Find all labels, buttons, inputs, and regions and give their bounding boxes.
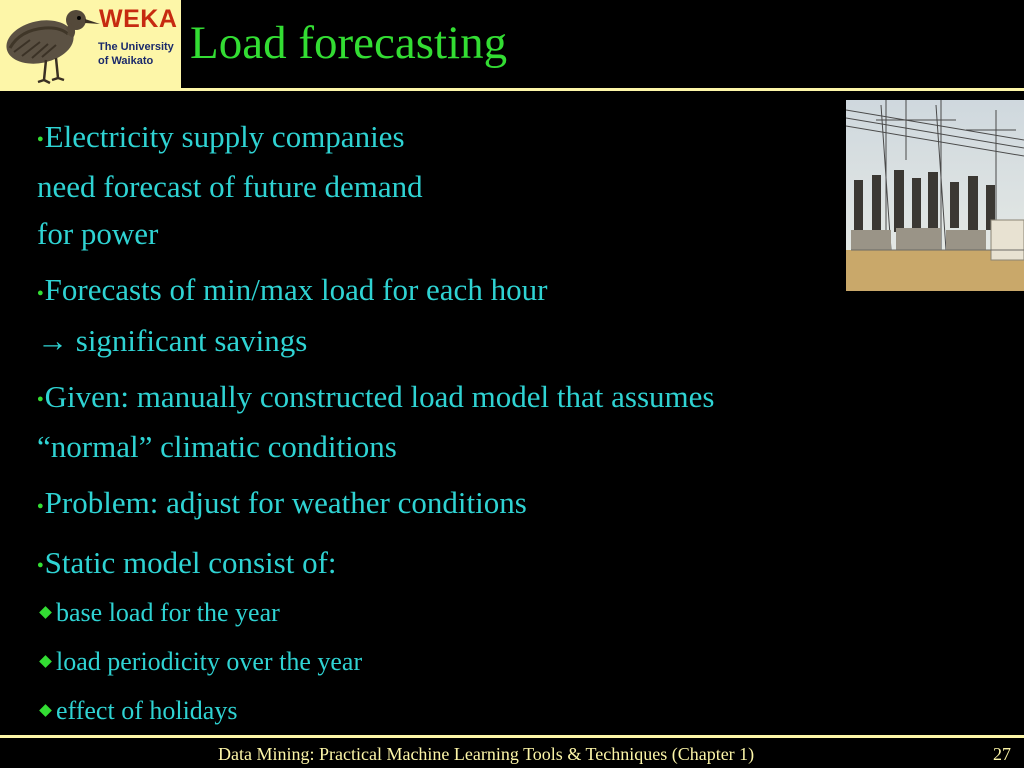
- slide-title: Load forecasting: [190, 17, 508, 69]
- diamond-bullet-icon: [39, 607, 52, 620]
- top-divider: [0, 88, 1024, 91]
- university-line-2: of Waikato: [98, 55, 154, 67]
- bullet-text: → significant savings: [37, 322, 308, 358]
- bullet-text: need forecast of future demand: [37, 169, 423, 205]
- sub-bullet-text: base load for the year: [56, 597, 280, 627]
- bullet-dot-icon: ●: [37, 393, 44, 406]
- bullet-item: [37, 373, 937, 470]
- bullet-text: Static model consist of:: [44, 544, 337, 580]
- weka-bird-icon: [0, 0, 100, 88]
- weka-brand-text: WEKA: [99, 5, 178, 33]
- bullet-text: for power: [37, 216, 159, 252]
- bullet-dot-icon: ●: [37, 286, 44, 299]
- page-number: 27: [993, 744, 1011, 764]
- university-line-1: The University: [98, 41, 174, 53]
- sub-bullet-item: [37, 696, 937, 726]
- diamond-bullet-icon: [39, 705, 52, 718]
- bullet-item: [37, 266, 937, 363]
- bottom-divider: [0, 735, 1024, 738]
- bullet-dot-icon: ●: [37, 133, 44, 146]
- sub-bullet-item: [37, 647, 937, 677]
- bullet-dot-icon: ●: [37, 558, 44, 571]
- diamond-bullet-icon: [39, 656, 52, 669]
- footer-caption: Data Mining: Practical Machine Learning Tools & Techniques (Chapter 1): [218, 744, 755, 764]
- sub-bullet-text: effect of holidays: [56, 695, 238, 725]
- bullet-dot-icon: ●: [37, 499, 44, 512]
- bullet-item: [37, 479, 937, 529]
- weka-logo: [0, 0, 181, 88]
- slide-footer: [0, 741, 1024, 768]
- bullet-text: Forecasts of min/max load for each hour: [44, 272, 548, 308]
- bullet-text: “normal” climatic conditions: [37, 429, 397, 465]
- bullet-text: Problem: adjust for weather conditions: [44, 485, 527, 521]
- bullet-text: Given: manually constructed load model that assumes: [44, 378, 715, 414]
- sub-bullet-text: load periodicity over the year: [56, 646, 363, 676]
- slide-body: [37, 113, 937, 745]
- bullet-item: [37, 113, 937, 257]
- sub-bullet-item: [37, 598, 937, 628]
- bullet-text: Electricity supply companies: [44, 119, 405, 154]
- bullet-item: [37, 539, 937, 589]
